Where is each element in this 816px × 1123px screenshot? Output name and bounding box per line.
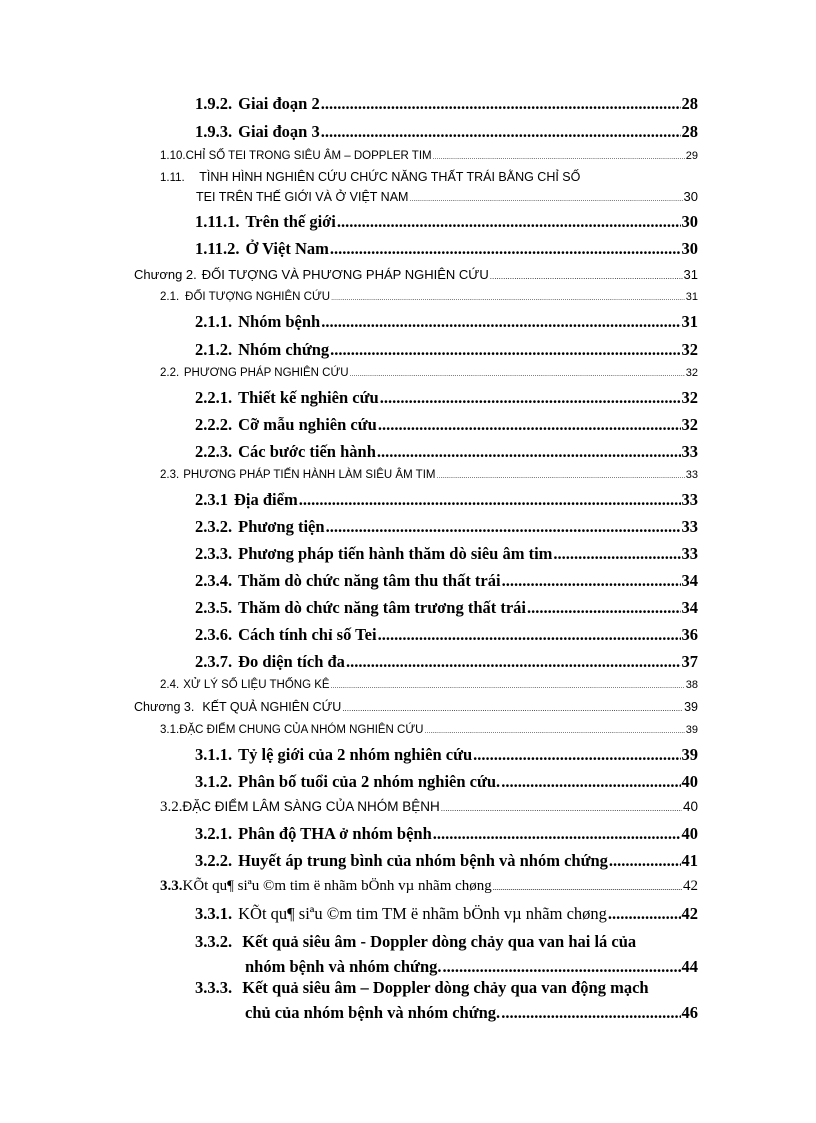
toc-page: 39 <box>681 745 698 764</box>
toc-label-line2: nhóm bệnh và nhóm chứng. <box>245 957 442 976</box>
toc-page: 33 <box>681 517 698 536</box>
toc-page: 34 <box>681 571 698 590</box>
toc-label: Phân độ THA ở nhóm bệnh <box>238 824 432 843</box>
toc-number: 2.3.3. <box>195 544 233 563</box>
toc-label: ĐỐI TƯỢNG NGHIÊN CỨU <box>185 291 331 303</box>
toc-entry <box>160 170 580 184</box>
toc-label: Ở Việt Nam <box>245 239 329 258</box>
toc-page: 36 <box>681 625 698 644</box>
toc-entry <box>195 122 698 146</box>
toc-page: 31 <box>683 267 698 282</box>
toc-leader <box>433 150 685 162</box>
toc-number: 2.3.7. <box>195 652 233 671</box>
toc-entry <box>160 150 698 166</box>
toc-number: 1.10. <box>160 150 186 162</box>
toc-leader <box>490 267 683 282</box>
toc-number: 2.4. <box>160 679 180 691</box>
toc-label: Huyết áp trung bình của nhóm bệnh và nhóm chứng <box>238 851 608 870</box>
toc-leader <box>321 94 681 114</box>
toc-number: 2.3.2. <box>195 517 233 536</box>
toc-label: CHỈ SỐ TEI TRONG SIÊU ÂM – DOPPLER TIM <box>185 150 432 162</box>
toc-entry <box>195 212 698 236</box>
toc-page: 42 <box>683 878 698 894</box>
toc-leader <box>441 799 682 814</box>
toc-page: 34 <box>681 598 698 617</box>
toc-label: Thiết kế nghiên cứu <box>238 388 379 407</box>
toc-page: 28 <box>681 94 698 113</box>
toc-page: 42 <box>681 904 698 923</box>
toc-leader <box>321 122 681 142</box>
toc-page: 37 <box>681 652 698 671</box>
toc-page: 40 <box>682 799 698 814</box>
toc-leader <box>321 312 680 332</box>
toc-label: KÕt qu¶ siªu ©m tim TM ë nhãm bÖnh vµ nhãm chøng <box>238 904 607 923</box>
toc-leader <box>380 388 681 408</box>
toc-leader <box>299 490 681 510</box>
toc-label: Phương pháp tiến hành thăm dò siêu âm tim <box>238 544 553 563</box>
toc-page: 46 <box>681 1003 698 1022</box>
toc-number: 1.11. <box>160 172 185 184</box>
toc-entry <box>195 239 698 263</box>
toc-page: 33 <box>681 544 698 563</box>
toc-number: 3.3.1. <box>195 904 233 923</box>
toc-leader <box>436 469 684 481</box>
toc-number: 3.3.3. <box>195 978 233 997</box>
toc-page: 32 <box>681 388 698 407</box>
toc-entry <box>160 724 698 740</box>
toc-number: 2.1. <box>160 291 180 303</box>
toc-entry <box>195 517 698 541</box>
toc-leader <box>609 851 681 871</box>
toc-label: PHƯƠNG PHÁP TIẾN HÀNH LÀM SIÊU ÂM TIM <box>183 469 436 481</box>
toc-page: 41 <box>681 851 698 870</box>
toc-page: 38 <box>685 679 698 691</box>
toc-page: 31 <box>681 312 698 331</box>
toc-page: 33 <box>685 469 698 481</box>
toc-entry <box>195 652 698 676</box>
toc-leader <box>493 878 682 895</box>
toc-label: XỬ LÝ SỐ LIỆU THỐNG KÊ <box>183 679 330 691</box>
toc-number: 2.2. <box>160 367 180 379</box>
toc-page: 29 <box>685 150 698 162</box>
toc-leader <box>331 679 685 691</box>
toc-leader <box>527 598 680 618</box>
toc-label: KÕt qu¶ siªu ©m tim ë nhãm bÖnh vµ nhãm chøng <box>182 878 492 894</box>
toc-number: Chương 2. <box>134 267 197 282</box>
toc-chapter <box>134 700 698 718</box>
toc-entry <box>195 388 698 412</box>
toc-leader <box>326 517 681 537</box>
toc-label: Giai đoạn 3 <box>238 122 320 141</box>
toc-number: 2.3. <box>160 469 180 481</box>
toc-leader <box>378 415 681 435</box>
toc-number: 2.2.1. <box>195 388 233 407</box>
toc-label-line2: chủ của nhóm bệnh và nhóm chứng. <box>245 1003 501 1022</box>
toc-leader <box>378 625 681 645</box>
toc-page: 40 <box>681 772 698 791</box>
toc-number: 3.2. <box>160 799 183 815</box>
toc-entry <box>195 932 636 952</box>
toc-label: Thăm dò chức năng tâm thu thất trái <box>238 571 501 590</box>
toc-label-line1: Kết quả siêu âm – Doppler dòng chảy qua van động mạch <box>242 978 649 997</box>
toc-label: KẾT QUẢ NGHIÊN CỨU <box>202 700 342 714</box>
toc-chapter <box>134 267 698 285</box>
toc-label: Cỡ mẫu nghiên cứu <box>238 415 377 434</box>
toc-leader <box>433 824 681 844</box>
toc-number: Chương 3. <box>134 700 195 714</box>
toc-page: 32 <box>681 340 698 359</box>
toc-number: 3.1. <box>160 724 180 736</box>
toc-entry <box>195 851 698 875</box>
toc-label-line1: Kết quả siêu âm - Doppler dòng chảy qua van hai lá của <box>242 932 637 951</box>
toc-entry <box>195 312 698 336</box>
toc-leader <box>443 957 681 977</box>
toc-leader <box>346 652 681 672</box>
toc-leader <box>409 190 682 204</box>
toc-leader <box>501 1003 680 1023</box>
toc-entry <box>195 978 649 998</box>
toc-page: 40 <box>681 824 698 843</box>
toc-entry <box>160 679 698 695</box>
toc-entry <box>160 291 698 307</box>
toc-number: 2.3.6. <box>195 625 233 644</box>
toc-page: 32 <box>685 367 698 379</box>
toc-number: 3.1.1. <box>195 745 233 764</box>
toc-entry <box>160 469 698 485</box>
toc-label: Cách tính chỉ số Tei <box>238 625 377 644</box>
toc-leader <box>337 212 681 232</box>
toc-page: 31 <box>685 291 698 303</box>
toc-label: ĐỐI TƯỢNG VÀ PHƯƠNG PHÁP NGHIÊN CỨU <box>201 267 489 282</box>
toc-entry-cont <box>196 189 698 205</box>
toc-number: 3.3. <box>160 878 183 894</box>
toc-label: Nhóm bệnh <box>238 312 321 331</box>
toc-page: 30 <box>681 212 698 231</box>
toc-entry <box>195 94 698 118</box>
toc-page: 28 <box>681 122 698 141</box>
toc-label: Phương tiện <box>238 517 325 536</box>
toc-entry <box>195 415 698 439</box>
toc-label: Đo diện tích đa <box>238 652 345 671</box>
toc-label: Thăm dò chức năng tâm trương thất trái <box>238 598 527 617</box>
toc-leader <box>330 340 680 360</box>
toc-leader <box>330 239 681 259</box>
toc-number: 2.3.4. <box>195 571 233 590</box>
toc-leader <box>425 724 685 736</box>
toc-label: ĐẶC ĐIỂM CHUNG CỦA NHÓM NGHIÊN CỨU <box>179 724 424 736</box>
toc-label: ĐẶC ĐIỂM LÂM SÀNG CỦA NHÓM BỆNH <box>182 799 440 814</box>
toc-number: 1.11.2. <box>195 239 240 258</box>
toc-entry-cont <box>245 1003 698 1027</box>
toc-number: 3.1.2. <box>195 772 233 791</box>
toc-entry <box>195 598 698 622</box>
toc-page: 39 <box>684 700 698 714</box>
toc-number: 3.2.2. <box>195 851 233 870</box>
toc-number: 1.9.3. <box>195 122 233 141</box>
toc-leader <box>608 904 681 924</box>
toc-entry <box>195 571 698 595</box>
toc-page: 39 <box>685 724 698 736</box>
toc-number: 2.1.2. <box>195 340 233 359</box>
toc-number: 2.1.1. <box>195 312 233 331</box>
toc-entry <box>195 904 698 928</box>
toc-number: 1.9.2. <box>195 94 233 113</box>
toc-leader <box>331 291 685 303</box>
toc-leader <box>342 700 683 714</box>
toc-label: Trên thế giới <box>245 212 336 231</box>
toc-number: 2.3.5. <box>195 598 233 617</box>
toc-number: 1.11.1. <box>195 212 240 231</box>
toc-leader <box>553 544 680 564</box>
toc-entry <box>160 367 698 383</box>
toc-number: 2.2.3. <box>195 442 233 461</box>
toc-entry <box>195 824 698 848</box>
toc-page: 44 <box>681 957 698 976</box>
toc-leader <box>473 745 680 765</box>
toc-label: Các bước tiến hành <box>238 442 376 461</box>
toc-leader <box>377 442 681 462</box>
toc-label: Phân bố tuổi của 2 nhóm nghiên cứu. <box>238 772 501 791</box>
toc-entry <box>195 625 698 649</box>
toc-label-line2: TEI TRÊN THẾ GIỚI VÀ Ở VIỆT NAM <box>196 190 409 204</box>
toc-entry <box>195 490 698 514</box>
toc-label: Giai đoạn 2 <box>238 94 320 113</box>
toc-leader <box>502 571 681 591</box>
toc-entry <box>160 799 698 819</box>
toc-entry <box>160 878 698 898</box>
toc-page: 33 <box>681 490 698 509</box>
toc-entry <box>195 340 698 364</box>
toc-number: 2.2.2. <box>195 415 233 434</box>
toc-label-line1: TÌNH HÌNH NGHIÊN CỨU CHỨC NĂNG THẤT TRÁI BẰNG CHỈ SỐ <box>199 170 581 184</box>
toc-leader <box>501 772 680 792</box>
toc-entry <box>195 745 698 769</box>
toc-label: Tỷ lệ giới của 2 nhóm nghiên cứu <box>238 745 473 764</box>
toc-number: 3.2.1. <box>195 824 233 843</box>
toc-page: 30 <box>681 239 698 258</box>
toc-entry <box>195 772 698 796</box>
toc-entry <box>195 544 698 568</box>
toc-label: Nhóm chứng <box>238 340 330 359</box>
toc-number: 2.3.1 <box>195 490 228 509</box>
toc-entry <box>195 442 698 466</box>
toc-label: PHƯƠNG PHÁP NGHIÊN CỨU <box>183 367 349 379</box>
toc-page: 33 <box>681 442 698 461</box>
toc-number: 3.3.2. <box>195 932 233 951</box>
toc-page: 30 <box>683 189 698 204</box>
toc-leader <box>350 367 685 379</box>
toc-page: 32 <box>681 415 698 434</box>
toc-label: Địa điểm <box>234 490 298 509</box>
